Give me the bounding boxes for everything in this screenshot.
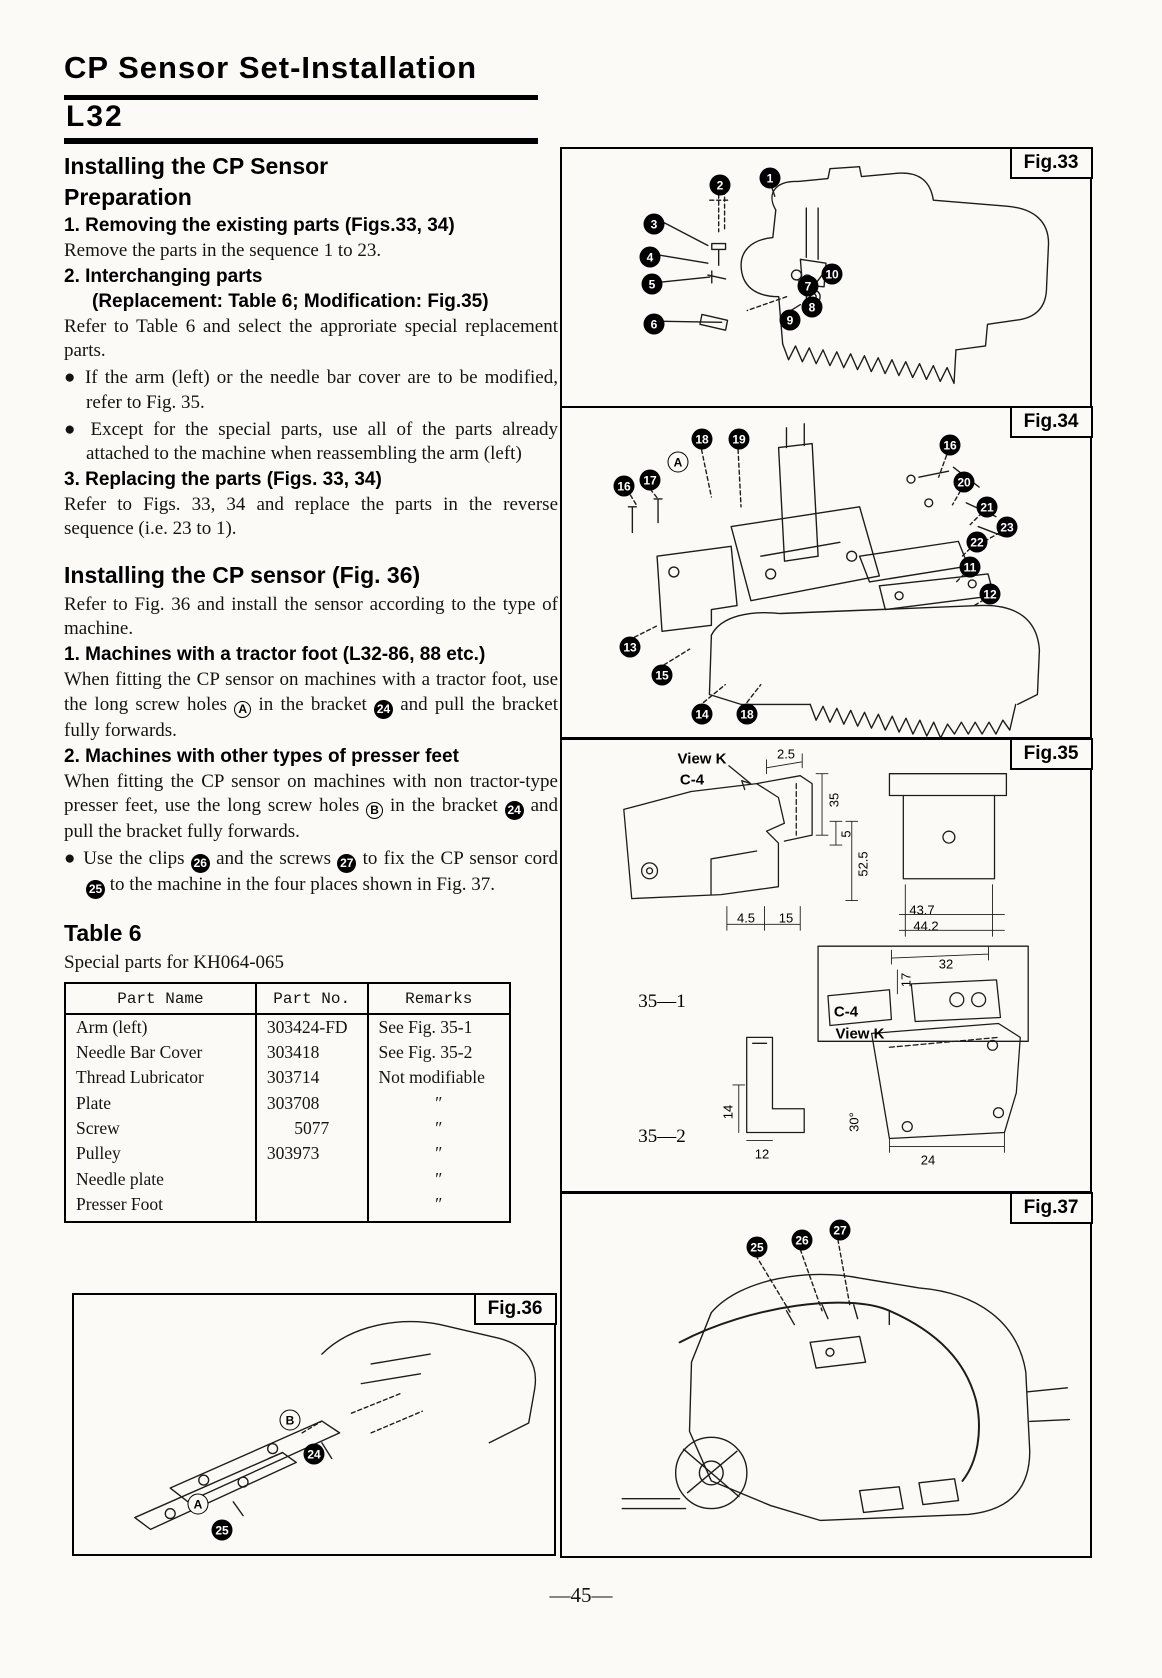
table-row: Needle plate ″: [65, 1167, 510, 1192]
section-heading-installing-sensor: Installing the CP Sensor: [64, 153, 329, 179]
figure-33-label: Fig.33: [1010, 147, 1093, 179]
model-heading: L32: [66, 100, 124, 133]
figure-37-label: Fig.37: [1010, 1192, 1093, 1224]
circled-number-badge: 26: [191, 854, 210, 873]
step2-heading: 2. Interchanging parts: [64, 266, 263, 288]
figure-36-label: Fig.36: [474, 1293, 557, 1325]
bullet-reuse-parts: ● Except for the special parts, use all of the parts already attached to the machine when reassembling the arm (left): [64, 418, 558, 464]
table-header-row: [65, 983, 510, 1014]
fig35-dim-44-2: 44.2: [913, 918, 939, 934]
col-remarks: Remarks: [368, 983, 511, 1014]
table-row: Needle Bar Cover 303418 See Fig. 35-2: [65, 1040, 510, 1065]
section-heading-preparation: Preparation: [64, 184, 192, 210]
fig33-callout: 3: [644, 214, 665, 235]
fig33-callout: 8: [802, 297, 823, 318]
figure-35-label: Fig.35: [1010, 738, 1093, 770]
page-title: CP Sensor Set-Installation: [64, 50, 478, 85]
fig36-callout-letter: B: [280, 1410, 301, 1431]
fig34-callout: 11: [960, 557, 981, 578]
fig35-drawing: [562, 740, 1090, 1191]
parts-table: [64, 982, 511, 1224]
figure-37: [560, 1192, 1092, 1558]
fig33-callout: 10: [822, 264, 843, 285]
fig35-dim-14: 14: [720, 1104, 736, 1120]
fig34-callout: 12: [980, 584, 1001, 605]
circled-number-badge: 25: [86, 880, 105, 899]
table-row: Pulley 303973 ″: [65, 1141, 510, 1166]
fig35-dim-2-5: 2.5: [776, 746, 796, 762]
fig34-callout-letter: A: [668, 452, 689, 473]
table6-heading: Table 6: [64, 920, 142, 947]
fig34-callout: 16: [940, 435, 961, 456]
fig36-drawing: [74, 1295, 554, 1554]
step1-body: Remove the parts in the sequence 1 to 23.: [64, 240, 382, 261]
fig33-callout: 9: [780, 310, 801, 331]
fig35-dim-43-7: 43.7: [909, 902, 935, 918]
fig35-ann-view-k-inset: View K: [835, 1025, 885, 1043]
bullet-fix-cord: ● Use the clips 26 and the screws 27 to fix the CP sensor cord 25 to the machine in the four places shown in Fig. 37.: [64, 847, 558, 899]
fig36-callout: 25: [212, 1520, 233, 1541]
fig34-callout: 19: [729, 429, 750, 450]
fig37-drawing: [562, 1194, 1090, 1556]
figure-34-label: Fig.34: [1010, 406, 1093, 438]
spacer: [64, 544, 558, 559]
fig33-callout: 4: [640, 247, 661, 268]
table-row: Arm (left) 303424-FD See Fig. 35-1: [65, 1014, 510, 1040]
fig33-callout: 1: [760, 168, 781, 189]
text-column: [64, 150, 558, 1223]
fig34-callout: 18: [737, 704, 758, 725]
fig35-dim-32: 32: [938, 956, 954, 972]
fig35-dim-12: 12: [754, 1146, 770, 1162]
col-part-no: Part No.: [256, 983, 368, 1014]
fig35-dim-15: 15: [778, 910, 794, 926]
fig34-callout: 15: [652, 665, 673, 686]
title-underline: [64, 95, 538, 100]
fig35-dim-24: 24: [920, 1152, 936, 1168]
fig33-callout: 5: [642, 274, 663, 295]
step3-heading: 3. Replacing the parts (Figs. 33, 34): [64, 468, 382, 490]
fig34-callout: 21: [977, 497, 998, 518]
fig35-dim-17: 17: [898, 972, 914, 988]
step2-body: Refer to Table 6 and select the approriate special replacement parts.: [64, 316, 558, 362]
fig35-dim-4-5: 4.5: [736, 910, 756, 926]
circled-number-badge: 27: [337, 854, 356, 873]
bullet-modify-arm: ● If the arm (left) or the needle bar cover are to be modified, refer to Fig. 35.: [64, 367, 558, 413]
fig34-callout: 18: [692, 429, 713, 450]
fig34-drawing: [562, 408, 1090, 737]
machines-tractor-body: When fitting the CP sensor on machines with a tractor foot, use the long screw holes A in the bracket 24 and pull the bracket fully forwards.: [64, 669, 558, 741]
step1-heading: 1. Removing the existing parts (Figs.33, 34): [64, 215, 455, 236]
fig33-callout: 6: [644, 314, 665, 335]
model-underline: [64, 138, 538, 144]
fig36-callout: 24: [304, 1444, 325, 1465]
fig34-callout: 16: [614, 476, 635, 497]
table6-subtitle: Special parts for KH064-065: [64, 952, 285, 974]
fig34-callout: 22: [967, 532, 988, 553]
circled-letter-badge: B: [366, 802, 383, 819]
fig33-callout: 7: [798, 276, 819, 297]
fig35-dim-30deg: 30°: [846, 1112, 862, 1132]
section-heading-installing-cp: Installing the CP sensor (Fig. 36): [64, 562, 421, 589]
table-row: Screw 5077 ″: [65, 1116, 510, 1141]
step2-heading-2: (Replacement: Table 6; Modification: Fig.35): [92, 291, 489, 313]
fig36-callout-letter: A: [188, 1494, 209, 1515]
fig35-dim-35: 35: [826, 792, 842, 808]
circled-letter-badge: A: [234, 701, 251, 718]
fig34-callout: 14: [692, 704, 713, 725]
fig35-ann-c4-inset: C-4: [833, 1003, 859, 1021]
machines-other-heading: 2. Machines with other types of presser feet: [64, 745, 459, 767]
col-part-name: Part Name: [65, 983, 256, 1014]
fig35-label-35-2: 35—2: [638, 1126, 686, 1147]
fig33-callout: 2: [710, 175, 731, 196]
fig34-callout: 20: [954, 472, 975, 493]
fig37-callout: 25: [747, 1237, 768, 1258]
spacer: [64, 902, 558, 917]
table-row: Presser Foot ″: [65, 1192, 510, 1222]
circled-number-badge: 24: [505, 801, 524, 820]
fig35-ann-c4: C-4: [679, 771, 705, 789]
machines-other-body: When fitting the CP sensor on machines with non tractor-type presser feet, use the long screw holes B in the bracket 24 and pull the bracket fully forwards.: [64, 770, 558, 842]
figure-34: [560, 406, 1092, 739]
section2-intro: Refer to Fig. 36 and install the sensor according to the type of machine.: [64, 594, 558, 640]
step3-body: Refer to Figs. 33, 34 and replace the parts in the reverse sequence (i.e. 23 to 1).: [64, 493, 558, 539]
fig34-callout: 23: [997, 517, 1018, 538]
page-number: —45—: [549, 1583, 613, 1607]
machines-tractor-heading: 1. Machines with a tractor foot (L32-86, 88 etc.): [64, 644, 486, 666]
fig37-callout: 27: [830, 1220, 851, 1241]
fig35-ann-view-k: View K: [677, 750, 727, 768]
fig35-dim-5: 5: [838, 830, 854, 838]
fig34-callout: 13: [620, 637, 641, 658]
circled-number-badge: 24: [374, 700, 393, 719]
fig37-callout: 26: [792, 1230, 813, 1251]
fig34-callout: 17: [640, 470, 661, 491]
fig35-label-35-1: 35—1: [638, 991, 686, 1012]
figure-35: [560, 738, 1092, 1193]
fig35-dim-52-5: 52.5: [855, 851, 871, 877]
table-row: Plate 303708 ″: [65, 1091, 510, 1116]
table-row: Thread Lubricator 303714 Not modifiable: [65, 1065, 510, 1090]
figure-33: [560, 147, 1092, 408]
figure-36: [72, 1293, 556, 1556]
